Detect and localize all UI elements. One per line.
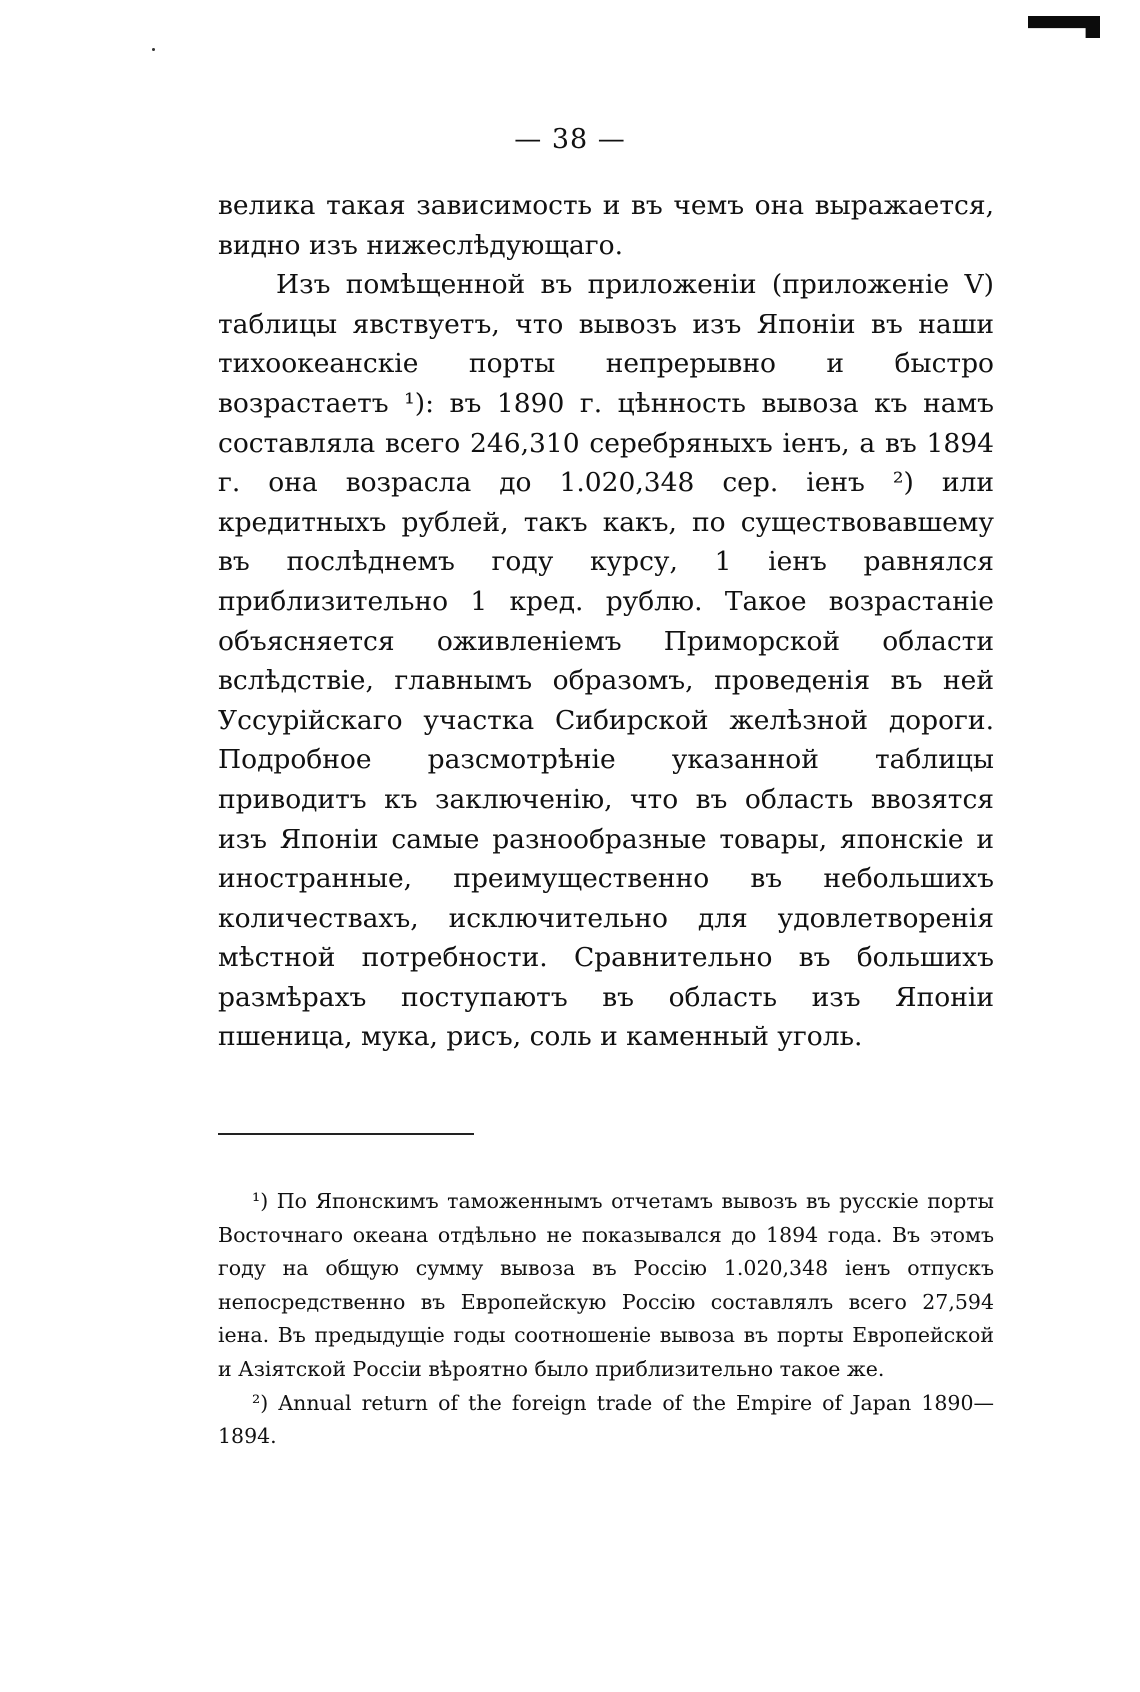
footnotes <box>218 1185 994 1454</box>
paragraph-1: велика такая зависимость и въ чемъ она выражается, видно изъ нижеслѣдующаго. <box>218 190 994 261</box>
footnote-divider <box>218 1133 474 1135</box>
paragraph-2: Изъ помѣщенной въ приложеніи (приложеніе V) таблицы явствуетъ, что вывозъ изъ Японіи въ наши тихоокеанскіе порты непрерывно и быстро возрастаетъ ¹): въ 1890 г. цѣнность вывоза къ намъ составляла всего 246,310 серебряныхъ іенъ, а въ 1894 г. она возрасла до 1.020,348 сер. іенъ ²) или кредитныхъ рублей, такъ какъ, по существовавшему въ послѣднемъ году курсу, 1 іенъ равнялся приблизительно 1 кред. рублю. Такое возрастаніе объясняется оживленіемъ Приморской области вслѣдствіе, главнымъ образомъ, проведенія въ ней Уссурійскаго участка Сибирской желѣзной дороги. Подробное разсмотрѣніе указанной таблицы приводитъ къ заключенію, что въ область ввозятся изъ Японіи самые разнообразные товары, японскіе и иностранные, преимущественно въ небольшихъ количествахъ, исключительно для удовлетворенія мѣстной потребности. Сравнительно въ большихъ размѣрахъ поступаютъ въ область изъ Японіи пшеница, мука, рисъ, соль и каменный уголь. <box>218 269 994 1053</box>
scan-edge-mark <box>1028 16 1100 38</box>
footnote-2: ²) Annual return of the foreign trade of the Empire of Japan 1890—1894. <box>218 1390 994 1449</box>
footnote-1: ¹) По Японскимъ таможеннымъ отчетамъ вывозъ въ русскіе порты Восточнаго океана отдѣльно не показывался до 1894 года. Въ этомъ году на общую сумму вывоза въ Россію 1.020,348 іенъ отпускъ непосредственно въ Европейскую Россію составлялъ всего 27,594 іена. Въ предыдущіе годы соотношеніе вывоза въ порты Европейской и Азіятской Россіи вѣроятно было приблизительно такое же. <box>218 1189 994 1381</box>
page-number: — 38 — <box>514 124 626 155</box>
scan-speck <box>152 48 155 51</box>
main-text <box>218 186 994 1057</box>
